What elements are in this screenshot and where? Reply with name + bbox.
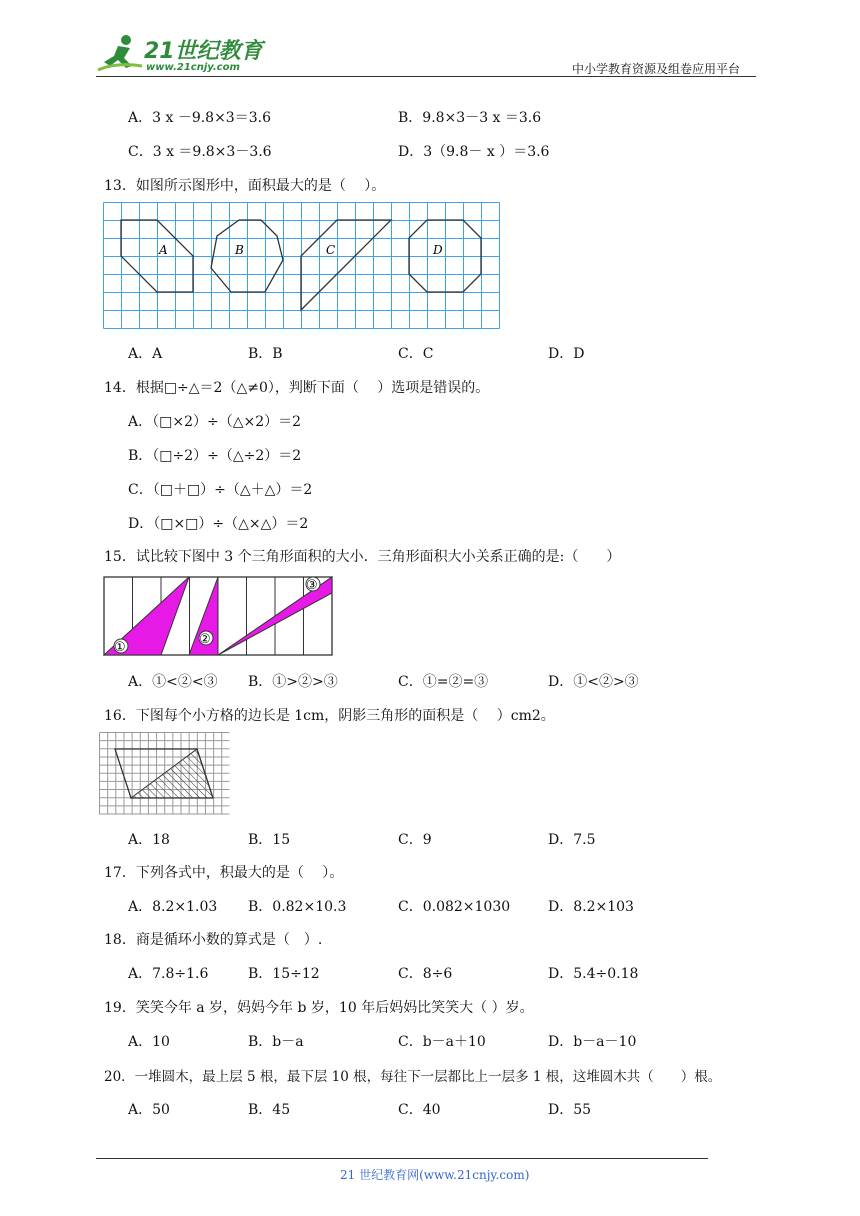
- q17-option-b: B．0.82×10.3: [248, 899, 347, 915]
- q20-option-b: B．45: [248, 1102, 291, 1118]
- q20-option-d: D．55: [548, 1102, 592, 1118]
- q17-option-c: C．0.082×1030: [398, 899, 511, 915]
- triangle-mark-3: ③: [306, 578, 318, 593]
- q18-option-b: B．15÷12: [248, 966, 320, 982]
- q13-option-d: D．D: [548, 346, 585, 362]
- q12-option-c: C．3 x ＝9.8×3－3.6: [128, 144, 272, 160]
- footer-divider: [96, 1158, 708, 1159]
- q14-option-d: D．（□×□）÷（△×△）＝2: [128, 516, 309, 532]
- q15-option-a: A．①<②<③: [128, 674, 218, 690]
- q18-option-a: A．7.8÷1.6: [128, 966, 209, 982]
- header-divider: [96, 76, 756, 77]
- q17-option-a: A．8.2×1.03: [128, 899, 218, 915]
- header-right-text: 中小学教育资源及组卷应用平台: [572, 62, 741, 76]
- q19-option-d: D．b－a－10: [548, 1034, 637, 1050]
- q19-stem: 19．笑笑今年 a 岁，妈妈今年 b 岁，10 年后妈妈比笑笑大（ ）岁。: [104, 1000, 534, 1016]
- q15-option-b: B．①>②>③: [248, 674, 338, 690]
- runner-logo-icon: [96, 32, 146, 76]
- shape-label-b: B: [235, 243, 244, 257]
- q15-option-c: C．①=②=③: [398, 674, 489, 690]
- header-logo: [96, 32, 266, 76]
- q16-option-a: A．18: [128, 832, 170, 848]
- q20-option-a: A．50: [128, 1102, 170, 1118]
- q16-grid-figure: [99, 732, 231, 816]
- q19-option-b: B．b－a: [248, 1034, 304, 1050]
- q15-stem: 15．试比较下图中 3 个三角形面积的大小．三角形面积大小关系正确的是:（ ）: [104, 549, 621, 565]
- q12-option-a: A．3 x －9.8×3＝3.6: [128, 110, 271, 126]
- q20-option-c: C．40: [398, 1102, 441, 1118]
- shape-label-c: C: [326, 243, 336, 257]
- q15-option-d: D．①<②>③: [548, 674, 639, 690]
- q18-option-c: C．8÷6: [398, 966, 453, 982]
- shape-c: [301, 220, 391, 310]
- q20-stem: 20．一堆圆木，最上层 5 根，最下层 10 根，每往下一层都比上一层多 1 根，这堆圆木共（ ）根。: [104, 1069, 722, 1085]
- shape-label-d: D: [433, 243, 443, 257]
- q17-stem: 17．下列各式中，积最大的是（ ）。: [104, 865, 344, 881]
- q19-option-c: C．b－a＋10: [398, 1034, 486, 1050]
- logo-url-text: www.21cnjy.com: [146, 62, 240, 73]
- q13-grid-figure: [103, 202, 501, 330]
- q13-option-a: A．A: [128, 346, 163, 362]
- footer-text[interactable]: 21 世纪教育网(www.21cnjy.com): [340, 1168, 530, 1182]
- q17-option-d: D．8.2×103: [548, 899, 634, 915]
- q14-option-b: B．（□÷2）÷（△÷2）＝2: [128, 448, 302, 464]
- triangle-mark-1: ①: [114, 640, 126, 655]
- q16-option-d: D．7.5: [548, 832, 596, 848]
- q19-option-a: A．10: [128, 1034, 170, 1050]
- shape-label-a: A: [159, 243, 168, 257]
- logo-main-text: 21世纪教育: [144, 39, 263, 64]
- q18-option-d: D．5.4÷0.18: [548, 966, 639, 982]
- triangle-mark-2: ②: [199, 632, 211, 647]
- q12-option-b: B．9.8×3－3 x ＝3.6: [398, 110, 542, 126]
- q13-stem: 13．如图所示图形中，面积最大的是（ ）。: [104, 178, 386, 194]
- q14-option-a: A．（□×2）÷（△×2）＝2: [128, 414, 302, 430]
- q13-option-c: C．C: [398, 346, 434, 362]
- q16-option-c: C．9: [398, 832, 432, 848]
- q12-option-d: D．3（9.8－ x ）＝3.6: [398, 144, 550, 160]
- q14-option-c: C．（□＋□）÷（△＋△）＝2: [128, 482, 313, 498]
- q13-option-b: B．B: [248, 346, 283, 362]
- q16-stem: 16．下图每个小方格的边长是 1cm，阴影三角形的面积是（ ）cm2。: [104, 708, 555, 724]
- q14-stem: 14．根据□÷△＝2（△≠0），判断下面（ ）选项是错误的。: [104, 380, 490, 396]
- q18-stem: 18．商是循环小数的算式是（ ）.: [104, 932, 323, 948]
- q16-option-b: B．15: [248, 832, 291, 848]
- q15-triangles-figure: [103, 576, 335, 658]
